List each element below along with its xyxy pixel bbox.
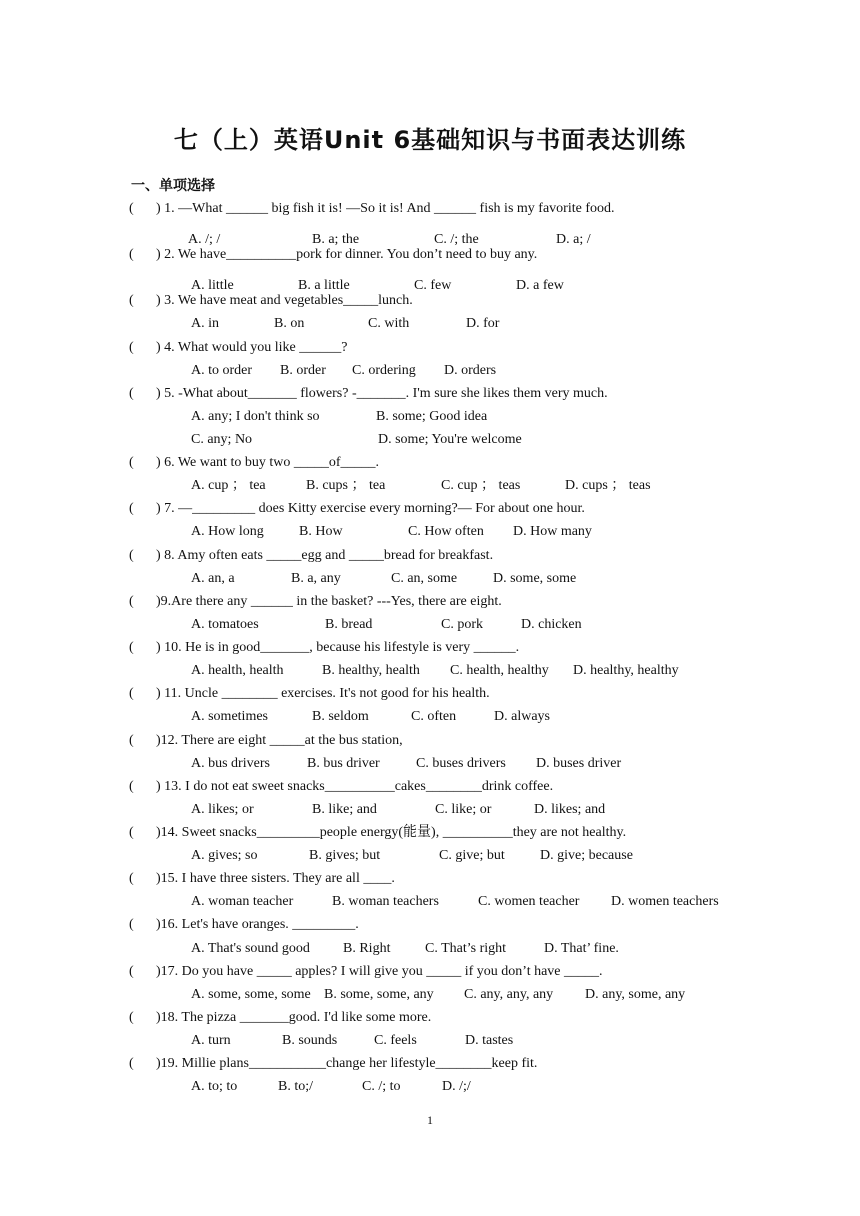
answer-blank-open: (	[129, 455, 134, 470]
option-d: D. tastes	[465, 1033, 514, 1048]
question-number: 7.	[164, 501, 175, 516]
option-b: B. order	[280, 363, 326, 378]
option-a: A. to order	[191, 363, 253, 378]
option-a: A. cup ； tea	[191, 478, 266, 493]
answer-blank-open: (	[129, 779, 134, 794]
question-13	[129, 778, 553, 796]
option-c: C. ordering	[352, 363, 416, 378]
option-a: A. an, a	[191, 571, 235, 586]
answer-blank-open: (	[129, 686, 134, 701]
option-d: D. buses driver	[536, 756, 622, 771]
answer-blank-close: )	[156, 293, 161, 308]
option-c: C. with	[368, 316, 410, 331]
answer-blank-close: )	[156, 733, 161, 748]
question-text: The pizza _______good. I'd like some more.	[178, 1010, 432, 1025]
answer-blank-open: (	[129, 386, 134, 401]
question-text: We have__________pork for dinner. You don’t need to buy any.	[174, 247, 538, 262]
option-d: D. cups ； teas	[565, 478, 651, 493]
answer-blank-open: (	[129, 1056, 134, 1071]
answer-blank-close: )	[156, 201, 161, 216]
question-number: 2.	[164, 247, 175, 262]
question-text: We have meat and vegetables_____lunch.	[174, 293, 413, 308]
option-b: B. cups ； tea	[306, 478, 386, 493]
answer-blank-close: )	[156, 964, 161, 979]
option-d: D. any, some, any	[585, 987, 686, 1002]
option-d: D. orders	[444, 363, 497, 378]
question-text: He is in good_______, because his lifestyle is very ______.	[181, 640, 520, 655]
answer-blank-open: (	[129, 1010, 134, 1025]
option-d: D. for	[466, 316, 500, 331]
option-a: A. bus drivers	[191, 756, 270, 771]
question-text: Do you have _____ apples? I will give you _____ if you don’t have _____.	[178, 964, 603, 979]
option-b: B. a; the	[312, 232, 360, 247]
option-c: C. cup ； teas	[441, 478, 521, 493]
question-4	[129, 339, 347, 357]
answer-blank-open: (	[129, 548, 134, 563]
question-6	[129, 454, 379, 472]
question-text: —What ______ big fish it is! —So it is! And ______ fish is my favorite food.	[174, 201, 615, 216]
question-text: Uncle ________ exercises. It's not good for his health.	[181, 686, 490, 701]
answer-blank-open: (	[129, 640, 134, 655]
option-b: B. seldom	[312, 709, 369, 724]
answer-blank-close: )	[156, 686, 161, 701]
answer-blank-close: )	[156, 501, 161, 516]
option-a: A. little	[191, 278, 234, 293]
option-d: D. always	[494, 709, 550, 724]
option-c: C. That’s right	[425, 941, 507, 956]
option-c: C. feels	[374, 1033, 417, 1048]
page-title: 七（上）英语Unit 6基础知识与书面表达训练	[173, 126, 687, 154]
question-text: Sweet snacks_________people energy(能量), __________they are not healthy.	[178, 825, 627, 840]
answer-blank-close: )	[156, 247, 161, 262]
question-text: Are there any ______ in the basket? ---Yes, there are eight.	[171, 594, 502, 609]
answer-blank-open: (	[129, 201, 134, 216]
option-d: D. likes; and	[534, 802, 606, 817]
option-c: C. any, any, any	[464, 987, 554, 1002]
question-16	[129, 916, 359, 934]
option-b: B. healthy, health	[322, 663, 420, 678]
option-d: D. some; You're welcome	[378, 432, 522, 447]
answer-blank-close: )	[156, 386, 161, 401]
question-number: 14.	[160, 825, 179, 840]
option-a: A. That's sound good	[191, 941, 310, 956]
answer-blank-close: )	[156, 640, 161, 655]
answer-blank-close: )	[156, 825, 161, 840]
answer-blank-close: )	[156, 871, 161, 886]
question-number: 17.	[160, 964, 179, 979]
option-d: D. That’ fine.	[544, 941, 619, 956]
answer-blank-close: )	[156, 779, 161, 794]
question-number: 4.	[164, 340, 175, 355]
option-d: D. chicken	[521, 617, 582, 632]
option-b: B. to;/	[278, 1079, 314, 1094]
option-b: B. some, some, any	[324, 987, 434, 1002]
option-b: B. like; and	[312, 802, 377, 817]
option-a: A. to; to	[191, 1079, 238, 1094]
answer-blank-close: )	[156, 548, 161, 563]
answer-blank-close: )	[156, 917, 161, 932]
question-number: 6.	[164, 455, 175, 470]
option-d: D. healthy, healthy	[573, 663, 679, 678]
answer-blank-close: )	[156, 340, 161, 355]
question-14	[129, 824, 626, 842]
question-8	[129, 547, 493, 565]
option-c: C. How often	[408, 524, 484, 539]
option-d: D. women teachers	[611, 894, 719, 909]
question-text: —_________ does Kitty exercise every morning?— For about one hour.	[174, 501, 585, 516]
question-text: -What about_______ flowers? -_______. I'm sure she likes them very much.	[174, 386, 608, 401]
option-b: B. gives; but	[309, 848, 381, 863]
question-number: 15.	[160, 871, 179, 886]
question-9	[129, 593, 502, 611]
question-10	[129, 639, 519, 657]
question-text: I have three sisters. They are all ____.	[178, 871, 395, 886]
option-d: D. /;/	[442, 1079, 471, 1094]
option-c: C. pork	[441, 617, 483, 632]
answer-blank-open: (	[129, 293, 134, 308]
option-d: D. How many	[513, 524, 592, 539]
answer-blank-open: (	[129, 340, 134, 355]
option-a: A. turn	[191, 1033, 231, 1048]
option-c: C. often	[411, 709, 457, 724]
option-a: A. How long	[191, 524, 264, 539]
option-b: B. Right	[343, 941, 391, 956]
option-c: C. buses drivers	[416, 756, 506, 771]
option-b: B. a little	[298, 278, 350, 293]
option-c: C. an, some	[391, 571, 458, 586]
question-text: There are eight _____at the bus station,	[178, 733, 403, 748]
option-c: C. health, healthy	[450, 663, 549, 678]
question-number: 13.	[164, 779, 182, 794]
option-b: B. How	[299, 524, 343, 539]
option-c: C. /; the	[434, 232, 479, 247]
option-b: B. bread	[325, 617, 373, 632]
answer-blank-close: )	[156, 1010, 161, 1025]
option-b: B. some; Good idea	[376, 409, 488, 424]
option-c: C. /; to	[362, 1079, 401, 1094]
question-number: 12.	[160, 733, 179, 748]
option-a: A. some, some, some	[191, 987, 311, 1002]
option-d: D. a few	[516, 278, 564, 293]
option-a: A. health, health	[191, 663, 284, 678]
question-19	[129, 1055, 537, 1073]
question-text: Millie plans___________change her lifestyle________keep fit.	[178, 1056, 538, 1071]
question-2	[129, 246, 537, 264]
option-b: B. sounds	[282, 1033, 338, 1048]
option-c: C. like; or	[435, 802, 492, 817]
question-11	[129, 685, 490, 703]
question-number: 16.	[160, 917, 179, 932]
answer-blank-open: (	[129, 917, 134, 932]
question-5	[129, 385, 608, 403]
option-b: B. woman teachers	[332, 894, 439, 909]
option-a: A. sometimes	[191, 709, 268, 724]
answer-blank-close: )	[156, 1056, 161, 1071]
option-b: B. bus driver	[307, 756, 380, 771]
answer-blank-open: (	[129, 594, 134, 609]
question-number: 3.	[164, 293, 175, 308]
option-d: D. some, some	[493, 571, 577, 586]
question-12	[129, 732, 403, 750]
option-a: A. in	[191, 316, 219, 331]
answer-blank-open: (	[129, 825, 134, 840]
option-a: A. woman teacher	[191, 894, 294, 909]
question-number: 5.	[164, 386, 175, 401]
answer-blank-close: )	[156, 594, 161, 609]
question-text: Amy often eats _____egg and _____bread for breakfast.	[174, 548, 494, 563]
question-number: 8.	[164, 548, 175, 563]
question-1	[129, 200, 614, 218]
question-number: 1.	[164, 201, 175, 216]
option-b: B. on	[274, 316, 305, 331]
question-17	[129, 963, 603, 981]
section-heading: 一、单项选择	[131, 178, 215, 194]
question-3	[129, 292, 413, 310]
question-text: We want to buy two _____of_____.	[174, 455, 379, 470]
question-number: 11.	[164, 686, 182, 701]
option-a: A. /; /	[188, 232, 221, 247]
question-7	[129, 500, 585, 518]
question-15	[129, 870, 395, 888]
option-c: C. few	[414, 278, 452, 293]
answer-blank-open: (	[129, 247, 134, 262]
option-a: A. tomatoes	[191, 617, 259, 632]
option-c: C. any; No	[191, 432, 253, 447]
question-number: 18.	[160, 1010, 179, 1025]
option-d: D. give; because	[540, 848, 633, 863]
page-number: 1	[427, 1113, 433, 1127]
question-number: 10.	[164, 640, 182, 655]
question-text: What would you like ______?	[174, 340, 348, 355]
answer-blank-open: (	[129, 501, 134, 516]
option-d: D. a; /	[556, 232, 591, 247]
question-18	[129, 1009, 431, 1027]
option-c: C. give; but	[439, 848, 505, 863]
option-a: A. gives; so	[191, 848, 258, 863]
answer-blank-open: (	[129, 733, 134, 748]
option-a: A. likes; or	[191, 802, 254, 817]
answer-blank-open: (	[129, 871, 134, 886]
answer-blank-close: )	[156, 455, 161, 470]
question-number: 19.	[160, 1056, 179, 1071]
question-number: 9.	[160, 594, 172, 609]
option-c: C. women teacher	[478, 894, 580, 909]
option-b: B. a, any	[291, 571, 341, 586]
answer-blank-open: (	[129, 964, 134, 979]
option-a: A. any; I don't think so	[191, 409, 320, 424]
question-text: I do not eat sweet snacks__________cakes________drink coffee.	[181, 779, 554, 794]
question-text: Let's have oranges. _________.	[178, 917, 359, 932]
